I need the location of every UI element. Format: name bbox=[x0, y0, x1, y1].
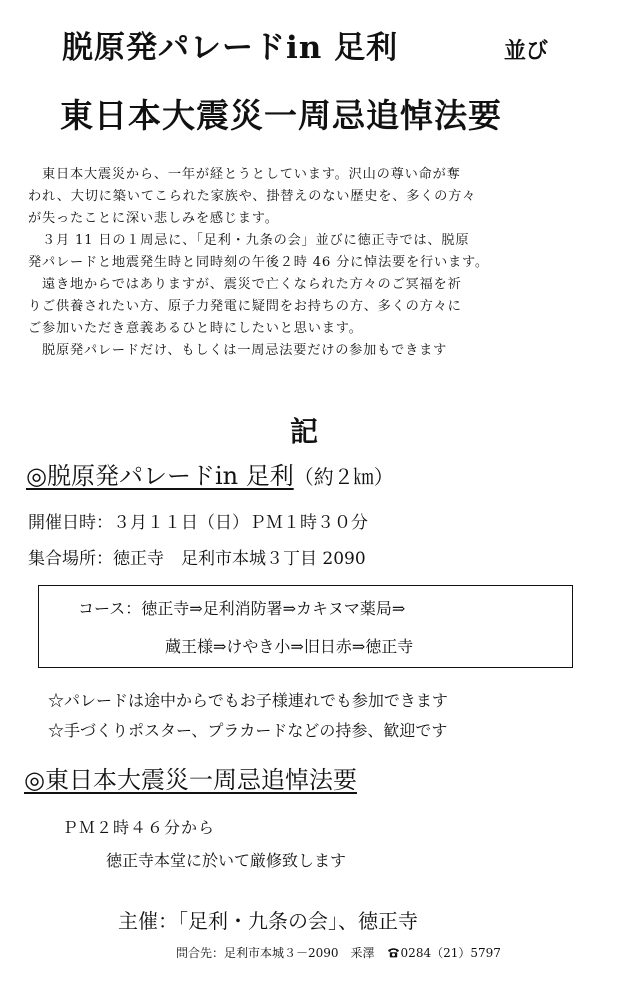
intro-line: りご供養されたい方、原子力発電に疑問をお持ちの方、多くの方々に bbox=[28, 299, 462, 314]
host-line: 主催：「足利・九条の会」、徳正寺 bbox=[118, 909, 418, 933]
intro-line: われ、大切に築いてこられた家族や、掛替えのない歴史を、多くの方々 bbox=[28, 189, 477, 204]
ki-heading: 記 bbox=[290, 415, 319, 448]
intro-line: が失ったことに深い悲しみを感じます。 bbox=[28, 211, 279, 226]
parade-place: 集合場所：徳正寺 足利市本城３丁目 2090 bbox=[28, 549, 366, 569]
contact-line bbox=[176, 944, 501, 961]
intro-line: ご参加いただき意義あるひと時にしたいと思います。 bbox=[28, 321, 363, 336]
title-suffix: 並び bbox=[504, 38, 549, 64]
parade-distance: （約２㎞） bbox=[293, 465, 394, 489]
parade-note-1: ☆パレードは途中からでもお子様連れでも参加できます bbox=[48, 691, 448, 710]
telephone-icon bbox=[387, 947, 400, 958]
memorial-heading-text: ◎東日本大震災一周忌追悼法要 bbox=[24, 766, 357, 794]
intro-line: 東日本大震災から、一年が経とうとしています。沢山の尊い命が奪 bbox=[28, 167, 461, 182]
contact-prefix: 問合先：足利市本城３－2090 釆澤 bbox=[176, 946, 387, 960]
intro-line: 脱原発パレードだけ、もしくは一周忌法要だけの参加もできます bbox=[28, 343, 448, 358]
memorial-detail: 徳正寺本堂に於いて厳修致します bbox=[106, 851, 347, 870]
course-line-1: コース：徳正寺⇒足利消防署⇒カキヌマ薬局⇒ bbox=[78, 599, 406, 618]
page-subtitle: 東日本大震災一周忌追悼法要 bbox=[60, 96, 502, 135]
intro-text bbox=[28, 164, 594, 362]
parade-heading bbox=[26, 456, 394, 491]
parade-datetime: 開催日時：３月１１日（日）ＰＭ１時３０分 bbox=[28, 513, 368, 533]
page-title: 脱原発パレードin 足利 bbox=[62, 30, 399, 66]
memorial-time: ＰＭ２時４６分から bbox=[62, 818, 216, 837]
intro-line: 遠き地からではありますが、震災で亡くなられた方々のご冥福を祈 bbox=[28, 277, 462, 292]
memorial-heading bbox=[24, 760, 357, 795]
parade-note-2: ☆手づくりポスター、プラカードなどの持参、歓迎です bbox=[48, 721, 448, 740]
course-line-2: 蔵王様⇒けやき小⇒旧日赤⇒徳正寺 bbox=[165, 637, 414, 656]
contact-phone: 0284（21）5797 bbox=[400, 946, 501, 960]
intro-line: ３月 11 日の１周忌に、「足利・九条の会」並びに徳正寺では、脱原 bbox=[28, 233, 470, 248]
intro-line: 発パレードと地震発生時と同時刻の午後２時 46 分に悼法要を行います。 bbox=[28, 255, 489, 270]
parade-heading-text: ◎脱原発パレードin 足利 bbox=[26, 462, 294, 490]
